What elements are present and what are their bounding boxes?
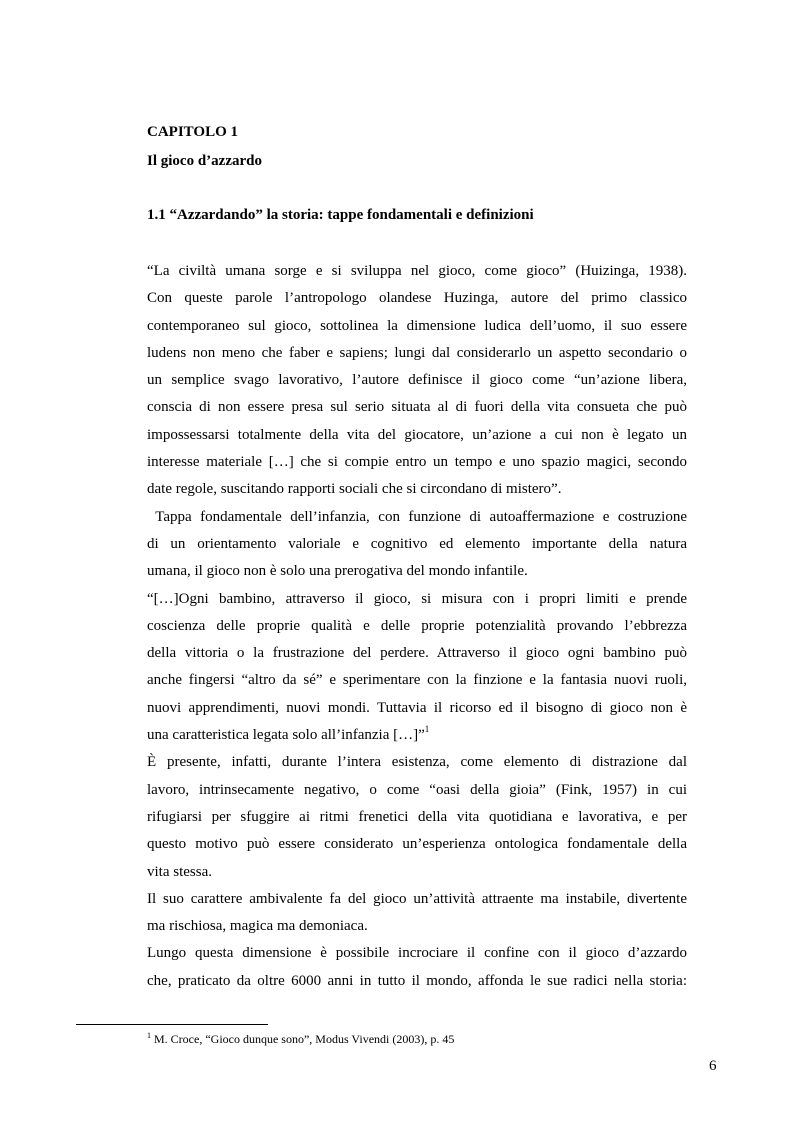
body-line: ma rischiosa, magica ma demoniaca.: [147, 918, 368, 935]
body-line: “La civiltà umana sorge e si sviluppa nel gioco, come gioco” (Huizinga, 1938).: [147, 263, 687, 279]
body-text: [147, 258, 687, 995]
body-line: Tappa fondamentale dell’infanzia, con funzione di autoaffermazione e costruzione: [147, 508, 687, 525]
body-line: della vittoria o la frustrazione del perdere. Attraverso il gioco ogni bambino può: [147, 645, 687, 662]
body-line: ludens non meno che faber e sapiens; lungi dal considerarlo un aspetto secondario o: [147, 344, 687, 361]
body-line: impossessarsi totalmente della vita del giocatore, un’azione a cui non è legato un: [147, 426, 687, 443]
body-line: conscia di non essere presa sul serio situata al di fuori della vita consueta che può: [147, 399, 687, 416]
body-line: che, praticato da oltre 6000 anni in tutto il mondo, affonda le sue radici nella storia:: [147, 972, 687, 989]
body-line: date regole, suscitando rapporti sociali che si circondano di mistero”.: [147, 481, 562, 498]
body-line: un semplice svago lavorativo, l’autore definisce il gioco come “un’azione libera,: [147, 372, 687, 389]
body-line: umana, il gioco non è solo una prerogativa del mondo infantile.: [147, 563, 528, 580]
body-line: interesse materiale […] che si compie entro un tempo e uno spazio magici, secondo: [147, 454, 687, 471]
body-line-with-footnote: [147, 722, 687, 749]
body-line: Il suo carattere ambivalente fa del gioco un’attività attraente ma instabile, divertente: [147, 890, 687, 907]
body-line: vita stessa.: [147, 863, 212, 880]
chapter-title: Il gioco d’azzardo: [147, 153, 262, 169]
page-number: 6: [709, 1058, 717, 1074]
body-line: lavoro, intrinsecamente negativo, o come “oasi della gioia” (Fink, 1957) in cui: [147, 781, 687, 798]
body-line: rifugiarsi per sfuggire ai ritmi frenetici della vita quotidiana e lavorativa, e per: [147, 808, 687, 825]
footnote-text: M. Croce, “Gioco dunque sono”, Modus Vivendi (2003), p. 45: [154, 1032, 455, 1046]
body-line: coscienza delle proprie qualità e delle proprie potenzialità provando l’ebbrezza: [147, 617, 687, 634]
footnote: [147, 1031, 454, 1047]
body-line: contemporaneo sul gioco, sottolinea la dimensione ludica dell’uomo, il suo essere: [147, 317, 687, 334]
footnote-reference[interactable]: 1: [424, 724, 430, 735]
chapter-label: CAPITOLO 1: [147, 124, 238, 140]
body-line: Lungo questa dimensione è possibile incrociare il confine con il gioco d’azzardo: [147, 945, 687, 962]
body-line: Con queste parole l’antropologo olandese Huzinga, autore del primo classico: [147, 290, 687, 307]
section-title: 1.1 “Azzardando” la storia: tappe fondamentali e definizioni: [147, 207, 534, 223]
body-line: questo motivo può essere considerato un’esperienza ontologica fondamentale della: [147, 836, 687, 853]
body-line: nuovi apprendimenti, nuovi mondi. Tuttavia il ricorso ed il bisogno di gioco non è: [147, 699, 687, 716]
footnote-marker: 1: [147, 1031, 151, 1040]
body-line: “[…]Ogni bambino, attraverso il gioco, si misura con i propri limiti e prende: [147, 590, 687, 607]
footnote-rule: [76, 1024, 268, 1025]
body-line-text: una caratteristica legata solo all’infanzia […]”: [147, 727, 425, 744]
body-line: È presente, infatti, durante l’intera esistenza, come elemento di distrazione dal: [147, 754, 687, 771]
body-line: di un orientamento valoriale e cognitivo ed elemento importante della natura: [147, 535, 687, 552]
body-line: anche fingersi “altro da sé” e sperimentare con la finzione e la fantasia nuovi ruoli,: [147, 672, 687, 689]
